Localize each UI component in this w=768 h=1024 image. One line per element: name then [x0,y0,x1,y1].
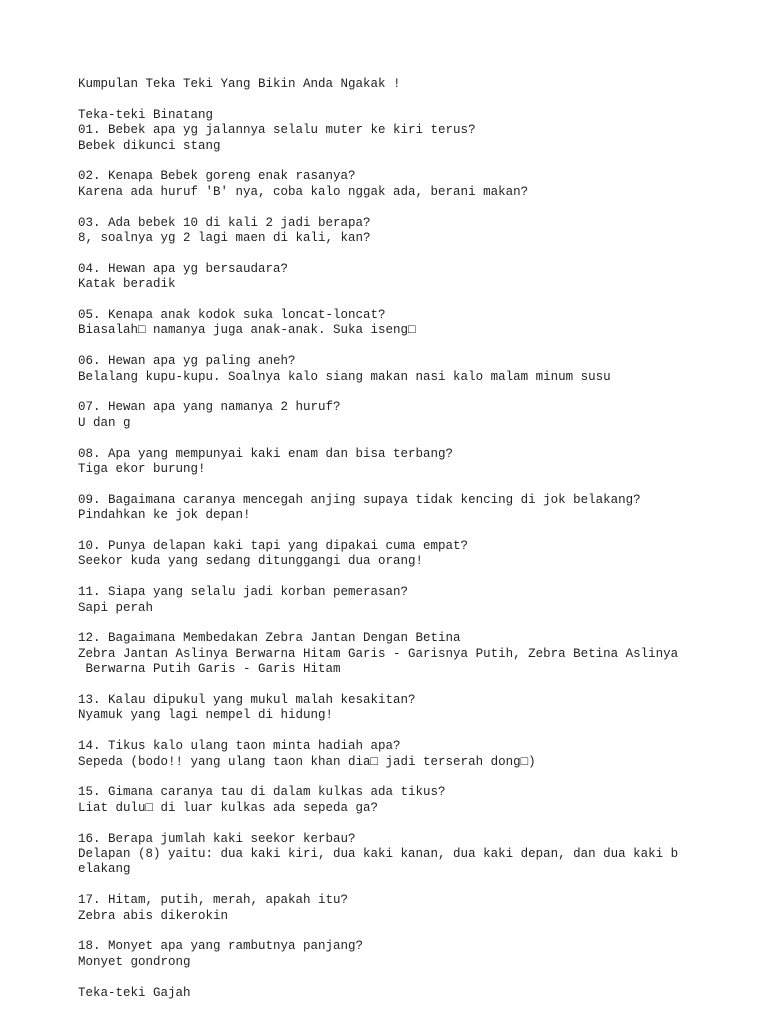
blank-line [78,431,758,446]
riddle-question: 07. Hewan apa yang namanya 2 huruf? [78,400,341,415]
blank-line [78,924,758,939]
blank-line [78,339,758,354]
riddle-answer: Tiga ekor burung! [78,462,206,477]
blank-line [78,816,758,831]
section-heading: Teka-teki Binatang [78,107,214,122]
document-title: Kumpulan Teka Teki Yang Bikin Anda Ngakak ! [78,77,401,91]
blank-line [78,385,758,400]
riddle-answer: Sapi perah [78,600,154,615]
document-page [78,77,758,1001]
blank-line [78,878,758,893]
riddle-question: 14. Tikus kalo ulang taon minta hadiah apa? [78,739,401,754]
riddle-answer: Liat dulu□ di luar kulkas ada sepeda ga? [78,800,379,815]
riddle-answer: Zebra Jantan Aslinya Berwarna Hitam Garis - Garisnya Putih, Zebra Betina Aslinya [78,646,679,661]
blank-line [78,92,758,107]
riddle-question: 18. Monyet apa yang rambutnya panjang? [78,939,364,954]
blank-line [78,477,758,492]
riddle-answer: elakang [78,862,131,877]
blank-line [78,524,758,539]
riddle-question: 17. Hitam, putih, merah, apakah itu? [78,893,349,908]
blank-line [78,246,758,261]
riddle-question: 02. Kenapa Bebek goreng enak rasanya? [78,169,356,184]
blank-line [78,154,758,169]
blank-line [78,970,758,985]
riddle-answer: Katak beradik [78,277,176,292]
blank-line [78,293,758,308]
riddle-question: 13. Kalau dipukul yang mukul malah kesakitan? [78,693,416,708]
blank-line [78,570,758,585]
riddle-question: 11. Siapa yang selalu jadi korban pemerasan? [78,585,409,600]
riddle-answer: Delapan (8) yaitu: dua kaki kiri, dua kaki kanan, dua kaki depan, dan dua kaki b [78,847,679,862]
riddle-question: 16. Berapa jumlah kaki seekor kerbau? [78,831,356,846]
riddle-answer: Seekor kuda yang sedang ditunggangi dua orang! [78,554,424,569]
riddle-question: 04. Hewan apa yg bersaudara? [78,261,289,276]
riddle-answer: Pindahkan ke jok depan! [78,508,251,523]
riddle-answer: Bebek dikunci stang [78,138,221,153]
riddle-answer: U dan g [78,415,131,430]
riddle-answer: Zebra abis dikerokin [78,908,229,923]
riddle-answer: Sepeda (bodo!! yang ulang taon khan dia□ jadi terserah dong□) [78,754,536,769]
riddle-question: 03. Ada bebek 10 di kali 2 jadi berapa? [78,215,371,230]
riddle-answer: Monyet gondrong [78,954,191,969]
riddle-question: 10. Punya delapan kaki tapi yang dipakai cuma empat? [78,539,469,554]
riddle-question: 12. Bagaimana Membedakan Zebra Jantan Dengan Betina [78,631,461,646]
riddle-question: 01. Bebek apa yg jalannya selalu muter ke kiri terus? [78,123,476,138]
riddle-question: 05. Kenapa anak kodok suka loncat-loncat? [78,308,386,323]
blank-line [78,678,758,693]
blank-line [78,200,758,215]
blank-line [78,724,758,739]
riddle-question: 06. Hewan apa yg paling aneh? [78,354,296,369]
blank-line [78,770,758,785]
riddle-answer: Karena ada huruf 'B' nya, coba kalo nggak ada, berani makan? [78,184,529,199]
riddle-question: 08. Apa yang mempunyai kaki enam dan bisa terbang? [78,446,454,461]
riddle-question: 15. Gimana caranya tau di dalam kulkas ada tikus? [78,785,446,800]
riddle-answer: Nyamuk yang lagi nempel di hidung! [78,708,334,723]
blank-line [78,616,758,631]
riddle-question: 09. Bagaimana caranya mencegah anjing supaya tidak kencing di jok belakang? [78,492,641,507]
riddle-answer: Belalang kupu-kupu. Soalnya kalo siang makan nasi kalo malam minum susu [78,369,611,384]
riddle-answer: Berwarna Putih Garis - Garis Hitam [78,662,341,677]
riddle-answer: Biasalah□ namanya juga anak-anak. Suka iseng□ [78,323,416,338]
riddle-answer: 8, soalnya yg 2 lagi maen di kali, kan? [78,231,371,246]
section-heading: Teka-teki Gajah [78,985,191,1000]
